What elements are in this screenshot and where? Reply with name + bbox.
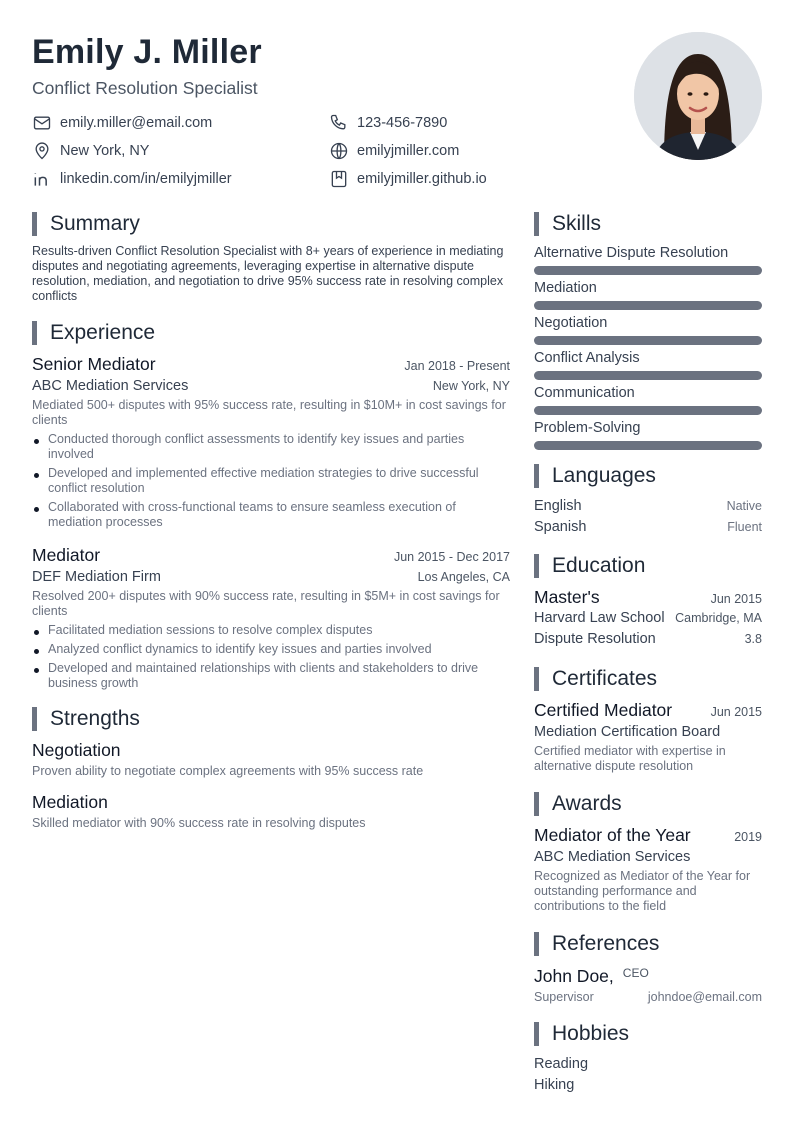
contact-email-text: emily.miller@email.com <box>60 115 213 131</box>
skill-level-bar <box>534 336 762 345</box>
section-accent-bar <box>534 792 539 816</box>
reference-email[interactable]: johndoe@email.com <box>647 990 762 1004</box>
languages-heading: Languages <box>534 464 762 488</box>
section-accent-bar <box>534 932 539 956</box>
job-bullets <box>32 623 510 691</box>
strength-entry <box>32 739 510 779</box>
reference-position: CEO <box>622 966 649 980</box>
language-item <box>534 496 762 517</box>
skill-level-bar <box>534 266 762 275</box>
education-location: Cambridge, MA <box>675 611 762 625</box>
bookmark-icon <box>329 169 349 189</box>
certificate-date: Jun 2015 <box>710 705 762 719</box>
award-entry <box>534 824 762 914</box>
summary-text: Results-driven Conflict Resolution Specialist with 8+ years of experience in mediating disputes and negotiating agreements, leveraging expertise in alternative dispute resolution, mediation, and negotiation to drive 95% success rate in resolving complex conflicts <box>32 244 504 303</box>
candidate-name: Emily J. Miller <box>32 33 262 71</box>
section-accent-bar <box>534 212 539 236</box>
job-bullet: Analyzed conflict dynamics to identify key issues and parties involved <box>32 642 510 657</box>
skill-item <box>534 349 762 380</box>
job-date: Jun 2015 - Dec 2017 <box>393 550 510 564</box>
contact-website[interactable] <box>329 140 529 162</box>
skill-label: Mediation <box>534 280 597 296</box>
location-pin-icon <box>32 141 52 161</box>
strength-description: Skilled mediator with 90% success rate in resolving disputes <box>32 816 366 830</box>
language-item <box>534 517 762 538</box>
skill-label: Conflict Analysis <box>534 350 640 366</box>
languages-list <box>534 496 762 538</box>
job-bullet: Developed and implemented effective mediation strategies to drive successful conflict resolution <box>32 466 510 496</box>
contact-website-text: emilyjmiller.com <box>357 143 460 159</box>
award-org: ABC Mediation Services <box>534 849 691 865</box>
job-bullet: Conducted thorough conflict assessments to identify key issues and parties involved <box>32 432 510 462</box>
job-entry <box>32 353 510 530</box>
education-gpa: 3.8 <box>744 632 762 646</box>
skills-heading: Skills <box>534 212 762 236</box>
strength-title: Negotiation <box>32 740 121 760</box>
education-date: Jun 2015 <box>710 592 762 606</box>
phone-icon <box>329 113 349 133</box>
reference-name: John Doe, <box>534 966 614 986</box>
mail-icon <box>32 113 52 133</box>
job-bullet: Collaborated with cross-functional teams to ensure seamless execution of mediation processes <box>32 500 510 530</box>
section-accent-bar <box>32 321 37 345</box>
skill-label: Negotiation <box>534 315 608 331</box>
job-bullet: Developed and maintained relationships with clients and stakeholders to drive business growth <box>32 661 510 691</box>
job-bullets <box>32 432 510 530</box>
linkedin-icon <box>32 169 52 189</box>
contact-list <box>32 112 532 190</box>
education-school: Harvard Law School <box>534 610 665 626</box>
resume-header <box>32 30 612 100</box>
skill-level-bar <box>534 301 762 310</box>
job-entry <box>32 544 510 691</box>
strengths-heading: Strengths <box>32 707 510 731</box>
certificate-name: Certified Mediator <box>534 700 673 720</box>
references-heading: References <box>534 932 762 956</box>
skill-label: Problem-Solving <box>534 420 641 436</box>
section-accent-bar <box>32 212 37 236</box>
skill-level-bar <box>534 406 762 415</box>
left-column <box>32 212 510 843</box>
contact-github-text: emilyjmiller.github.io <box>357 171 487 187</box>
globe-icon <box>329 141 349 161</box>
skill-item <box>534 419 762 450</box>
section-accent-bar <box>534 1022 539 1046</box>
right-column <box>534 212 762 1096</box>
job-description: Mediated 500+ disputes with 95% success rate, resulting in $10M+ in cost savings for clients <box>32 398 506 427</box>
skill-label: Alternative Dispute Resolution <box>534 245 729 261</box>
contact-location-text: New York, NY <box>60 143 150 159</box>
job-company: DEF Mediation Firm <box>32 569 161 585</box>
section-accent-bar <box>32 707 37 731</box>
reference-relation: Supervisor <box>534 990 594 1004</box>
strength-title: Mediation <box>32 792 108 812</box>
summary-heading: Summary <box>32 212 510 236</box>
skill-level-bar <box>534 371 762 380</box>
contact-phone[interactable] <box>329 112 529 134</box>
job-description: Resolved 200+ disputes with 90% success rate, resulting in $5M+ in cost savings for clients <box>32 589 500 618</box>
education-degree: Master's <box>534 587 600 607</box>
hobby-item: Hiking <box>534 1077 575 1093</box>
certificates-heading: Certificates <box>534 667 762 691</box>
job-title: Mediator <box>32 545 101 565</box>
experience-heading: Experience <box>32 321 510 345</box>
strength-entry <box>32 791 510 831</box>
education-heading: Education <box>534 554 762 578</box>
job-location: Los Angeles, CA <box>417 570 510 584</box>
avatar-illustration <box>634 32 762 160</box>
contact-linkedin-text: linkedin.com/in/emilyjmiller <box>60 171 232 187</box>
profile-photo <box>634 32 762 160</box>
language-level: Native <box>726 499 762 513</box>
contact-phone-text: 123-456-7890 <box>357 115 448 131</box>
skill-item <box>534 244 762 275</box>
award-name: Mediator of the Year <box>534 825 691 845</box>
job-bullet: Facilitated mediation sessions to resolve complex disputes <box>32 623 510 638</box>
language-name: English <box>534 498 582 514</box>
reference-entry <box>534 964 762 1004</box>
hobbies-heading: Hobbies <box>534 1022 762 1046</box>
job-company: ABC Mediation Services <box>32 378 189 394</box>
skill-level-bar <box>534 441 762 450</box>
award-year: 2019 <box>734 830 762 844</box>
skills-list <box>534 244 762 450</box>
job-title: Senior Mediator <box>32 354 156 374</box>
skill-item <box>534 384 762 415</box>
certificate-entry <box>534 699 762 774</box>
contact-email[interactable] <box>32 112 329 134</box>
award-description: Recognized as Mediator of the Year for outstanding performance and contributions to the field <box>534 869 751 913</box>
education-entry <box>534 586 762 650</box>
contact-location <box>32 140 329 162</box>
contact-github[interactable] <box>329 168 529 190</box>
skill-item <box>534 314 762 345</box>
skill-label: Communication <box>534 385 635 401</box>
strength-description: Proven ability to negotiate complex agreements with 95% success rate <box>32 764 424 778</box>
skill-item <box>534 279 762 310</box>
job-location: New York, NY <box>432 379 510 393</box>
hobby-item: Reading <box>534 1056 589 1072</box>
certificate-org: Mediation Certification Board <box>534 724 721 740</box>
job-date: Jan 2018 - Present <box>404 359 510 373</box>
section-accent-bar <box>534 554 539 578</box>
certificate-description: Certified mediator with expertise in alternative dispute resolution <box>534 744 726 773</box>
section-accent-bar <box>534 464 539 488</box>
hobbies-list <box>534 1054 762 1096</box>
education-field: Dispute Resolution <box>534 631 656 647</box>
candidate-role: Conflict Resolution Specialist <box>32 78 258 98</box>
language-name: Spanish <box>534 519 587 535</box>
section-accent-bar <box>534 667 539 691</box>
language-level: Fluent <box>727 520 762 534</box>
contact-linkedin[interactable] <box>32 168 329 190</box>
awards-heading: Awards <box>534 792 762 816</box>
